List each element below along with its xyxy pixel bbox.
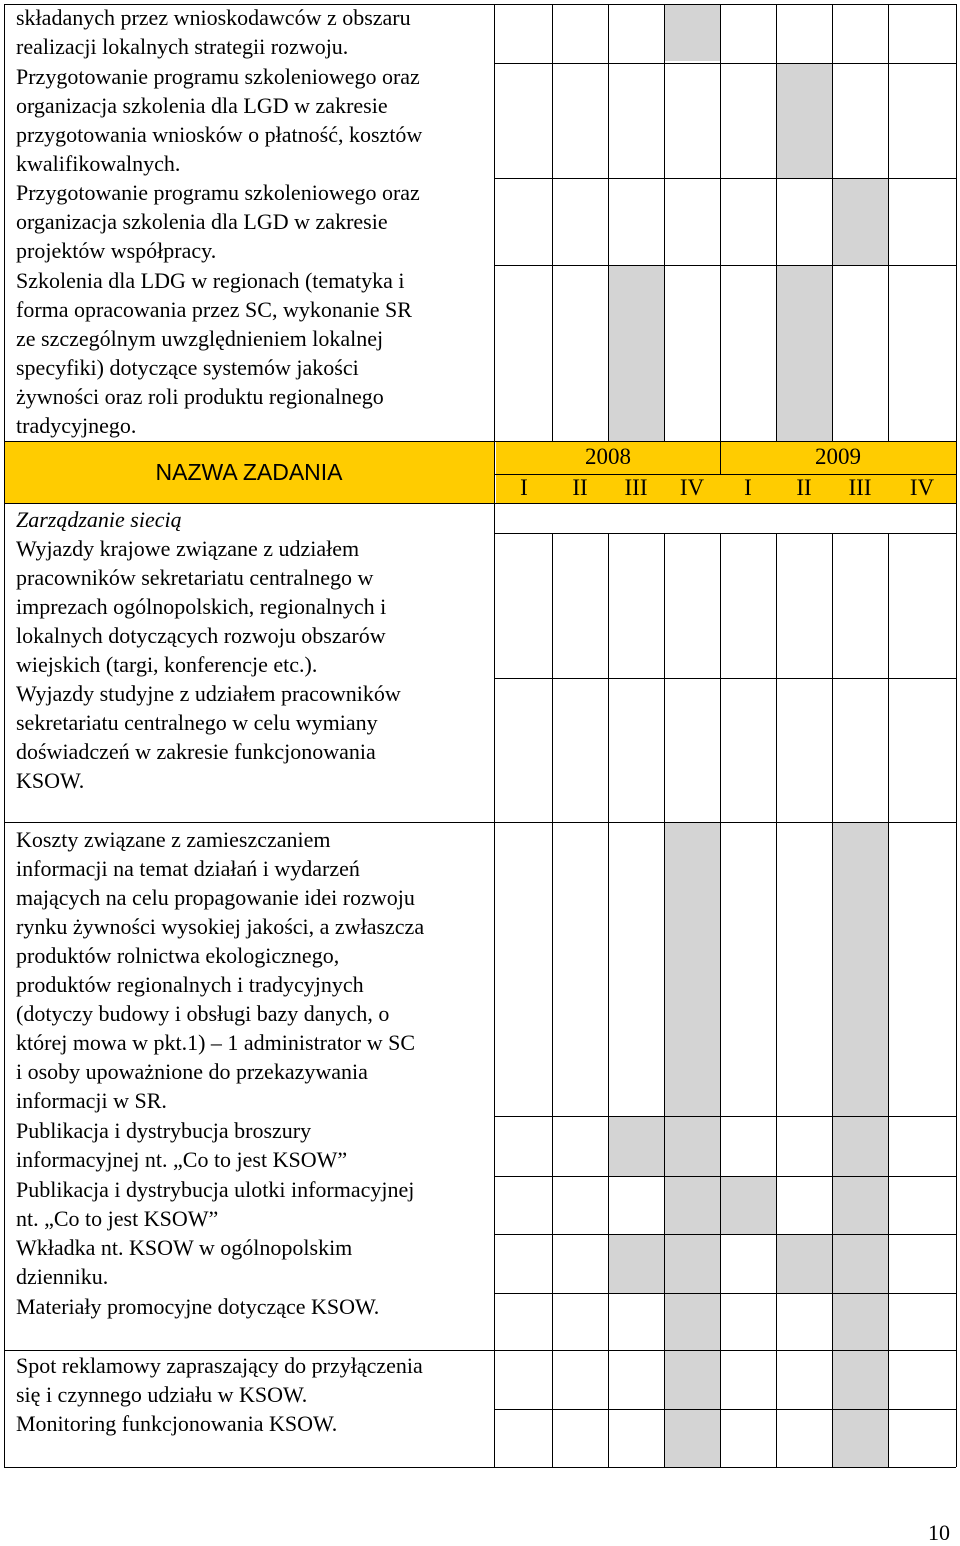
quarter-label: II bbox=[572, 475, 588, 500]
grid-line bbox=[832, 4, 833, 441]
quarter-label: II bbox=[796, 475, 812, 500]
task-text: Publikacja i dystrybucja ulotki informacyjnej nt. „Co to jest KSOW” bbox=[16, 1177, 415, 1231]
grid-line bbox=[776, 533, 777, 1467]
grid-line bbox=[956, 4, 957, 1467]
section-title: Zarządzanie siecią bbox=[16, 507, 182, 532]
grid-line bbox=[776, 4, 777, 441]
grid-line bbox=[495, 678, 956, 679]
grid-line bbox=[495, 1116, 956, 1117]
shaded-cell bbox=[833, 822, 888, 1467]
grid-line bbox=[832, 533, 833, 1467]
task-text: Wkładka nt. KSOW w ogólnopolskim dzienniku. bbox=[16, 1235, 353, 1289]
task-text: Przygotowanie programu szkoleniowego oraz organizacja szkolenia dla LGD w zakresie przygotowania wniosków o płatność, kosztów kwalifikowalnych. bbox=[16, 64, 423, 176]
grid-line bbox=[495, 63, 956, 64]
task-text: Szkolenia dla LDG w regionach (tematyka i forma opracowania przez SC, wykonanie SR ze szczególnym uwzględnieniem lokalnej specyfiki) dotyczące systemów jakości żywności oraz roli produktu regionalnego tradycyjnego. bbox=[16, 268, 412, 438]
task-text: Monitoring funkcjonowania KSOW. bbox=[16, 1411, 338, 1436]
task-text: składanych przez wnioskodawców z obszaru realizacji lokalnych strategii rozwoju. bbox=[16, 5, 411, 59]
shaded-cell bbox=[777, 1234, 832, 1293]
grid-line bbox=[495, 1293, 956, 1294]
shaded-cell bbox=[609, 266, 664, 441]
grid-line bbox=[4, 503, 956, 504]
grid-line bbox=[608, 4, 609, 441]
task-text: Spot reklamowy zapraszający do przyłączenia się i czynnego udziału w KSOW. bbox=[16, 1353, 423, 1407]
grid-line bbox=[4, 822, 956, 823]
shaded-cell bbox=[609, 1234, 664, 1293]
shaded-cell bbox=[609, 1116, 664, 1176]
grid-line bbox=[495, 533, 956, 534]
grid-line bbox=[4, 1467, 956, 1468]
task-name-header: NAZWA ZADANIA bbox=[155, 458, 343, 485]
shaded-cell bbox=[777, 266, 832, 441]
task-text: Publikacja i dystrybucja broszury informacyjnej nt. „Co to jest KSOW” bbox=[16, 1118, 348, 1172]
year-2008: 2008 bbox=[585, 444, 631, 469]
grid-line bbox=[664, 4, 665, 441]
task-text: Wyjazdy studyjne z udziałem pracowników sekretariatu centralnego w celu wymiany doświadczeń w zakresie funkcjonowania KSOW. bbox=[16, 681, 401, 793]
grid-line bbox=[664, 533, 665, 1467]
task-text: Przygotowanie programu szkoleniowego oraz organizacja szkolenia dla LGD w zakresie projektów współpracy. bbox=[16, 180, 420, 263]
shaded-cell bbox=[721, 1176, 776, 1234]
grid-line bbox=[552, 4, 553, 441]
grid-line bbox=[495, 1234, 956, 1235]
grid-line bbox=[888, 533, 889, 1467]
grid-line bbox=[720, 4, 721, 474]
shaded-cell bbox=[777, 64, 832, 179]
grid-line bbox=[495, 1176, 956, 1177]
quarter-label: III bbox=[848, 475, 872, 500]
grid-line bbox=[552, 533, 553, 1467]
task-text: Materiały promocyjne dotyczące KSOW. bbox=[16, 1294, 380, 1319]
grid-line bbox=[494, 4, 495, 1467]
grid-line bbox=[720, 533, 721, 1467]
quarter-label: III bbox=[624, 475, 648, 500]
grid-line bbox=[888, 4, 889, 441]
grid-line bbox=[495, 1409, 956, 1410]
page-number: 10 bbox=[928, 1520, 950, 1545]
shaded-cell bbox=[665, 5, 720, 61]
year-2009: 2009 bbox=[815, 444, 861, 469]
quarter-label: IV bbox=[909, 475, 935, 500]
quarter-label: I bbox=[520, 475, 528, 500]
grid-line bbox=[495, 265, 956, 266]
quarter-label: I bbox=[744, 475, 752, 500]
grid-line bbox=[4, 4, 5, 1467]
grid-line bbox=[495, 178, 956, 179]
task-text: Koszty związane z zamieszczaniem informacji na temat działań i wydarzeń mających na celu propagowanie idei rozwoju rynku żywności wysokiej jakości, a zwłaszcza produktów rolnictwa ekologicznego, produktów regionalnych i tradycyjnych (dotyczy budowy i obsługi bazy danych, o której mowa w pkt.1) – 1 administrator w SC i osoby upoważnione do przekazywania informacji w SR. bbox=[16, 827, 425, 1113]
shaded-cell bbox=[665, 822, 720, 1467]
quarter-label: IV bbox=[679, 475, 705, 500]
shaded-cell bbox=[833, 179, 888, 266]
task-text: Wyjazdy krajowe związane z udziałem pracowników sekretariatu centralnego w imprezach ogólnopolskich, regionalnych i lokalnych dotyczących rozwoju obszarów wiejskich (targi, konferencje etc.). bbox=[16, 536, 387, 677]
grid-line bbox=[608, 533, 609, 1467]
